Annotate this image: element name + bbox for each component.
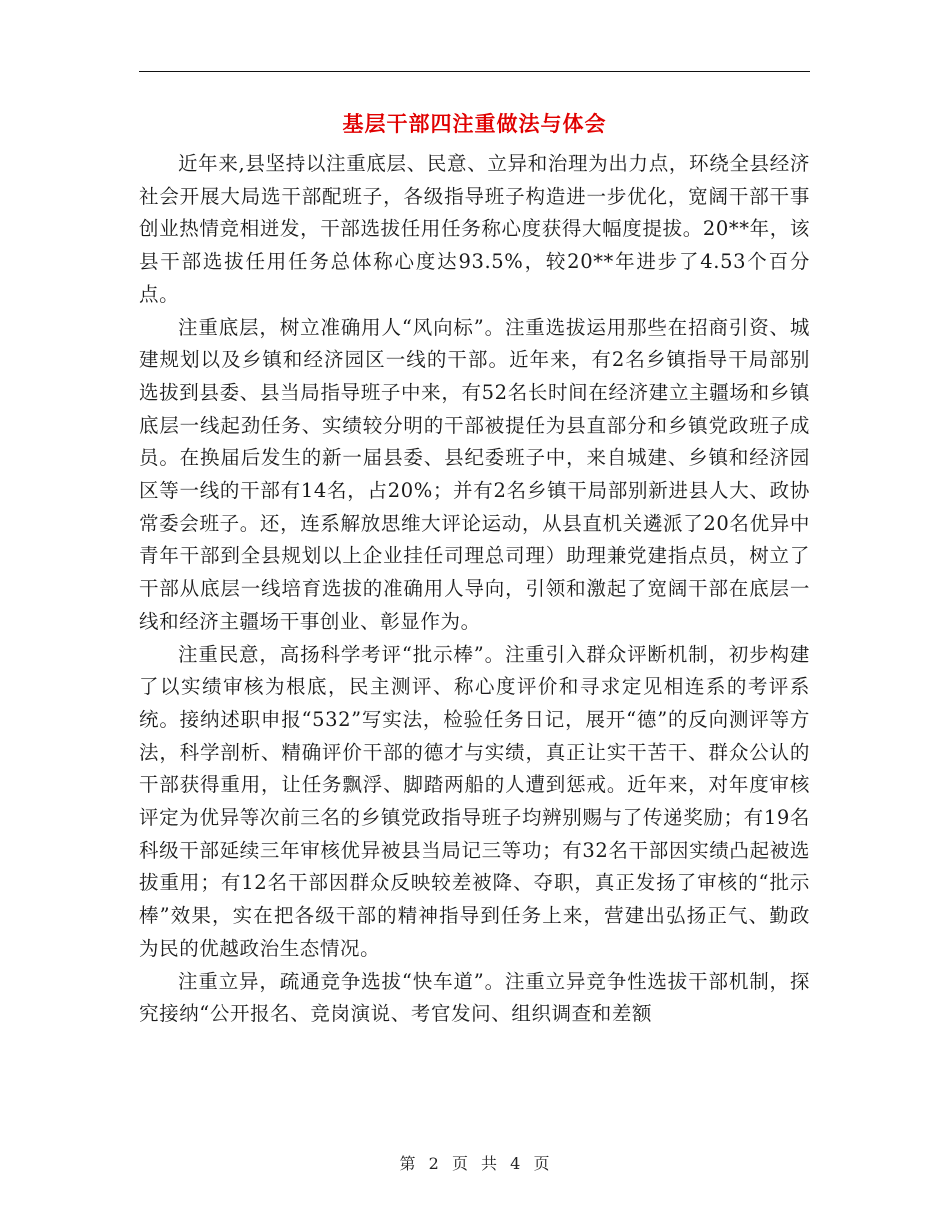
document-title: 基层干部四注重做法与体会 bbox=[342, 111, 607, 136]
footer-label-gong: 共 bbox=[481, 1154, 499, 1173]
paragraph-grassroots: 注重底层，树立准确用人“风向标”。注重选拔运用那些在招商引资、城建规划以及乡镇和经济园区一线的干部。近年来，有2名乡镇指导干局部别选拔到县委、县当局指导班子中来，有52名长时间在经济建立主疆场和乡镇底层一线起劲任务、实绩较分明的干部被提任为县直部分和乡镇党政班子成员。在换届后发生的新一届县委、县纪委班子中，来自城建、乡镇和经济园区等一线的干部有14名，占20%；并有2名乡镇干局部别新进县人大、政协常委会班子。还，连系解放思维大评论运动，从县直机关遴派了20名优异中青年干部到全县规划以上企业挂任司理总司理）助理兼党建指点员，树立了干部从底层一线培育选拔的准确用人导向，引领和激起了宽阔干部在底层一线和经济主疆场干事创业、彰显作为。 bbox=[139, 315, 810, 633]
footer-label-ye-2: 页 bbox=[533, 1154, 551, 1173]
header-rule bbox=[139, 71, 810, 72]
paragraph-public-opinion: 注重民意，高扬科学考评“批示棒”。注重引入群众评断机制，初步构建了以实绩审核为根底，民主测评、称心度评价和寻求定见相连系的考评系统。接纳述职申报“532”写实法，检验任务日记，展开“德”的反向测评等方法，科学剖析、精确评价干部的德才与实绩，真正让实干苦干、群众公认的干部获得重用，让任务飘浮、脚踏两船的人遭到惩戒。近年来，对年度审核评定为优异等次前三名的乡镇党政指导班子均辨别赐与了传递奖励；有19名科级干部延续三年审核优异被县当局记三等功；有32名干部因实绩凸起被选拔重用；有12名干部因群众反映较差被降、夺职，真正发扬了审核的“批示棒”效果，实在把各级干部的精神指导到任务上来，营建出弘扬正气、勤政为民的优越政治生态情况。 bbox=[139, 642, 810, 960]
document-body bbox=[139, 148, 810, 1031]
footer-label-di: 第 bbox=[399, 1154, 417, 1173]
page-footer bbox=[0, 1152, 950, 1176]
footer-current-page: 2 bbox=[428, 1154, 440, 1173]
paragraph-intro: 近年来,县坚持以注重底层、民意、立异和治理为出力点，环绕全县经济社会开展大局选干部配班子，各级指导班子构造进一步优化，宽阔干部干事创业热情竞相迸发，干部选拔任用任务称心度获得大幅度提拔。20**年，该县干部选拔任用任务总体称心度达93.5%，较20**年进步了4.53个百分点。 bbox=[139, 152, 810, 306]
footer-label-ye: 页 bbox=[451, 1154, 469, 1173]
paragraph-innovation: 注重立异，疏通竞争选拔“快车道”。注重立异竞争性选拔干部机制，探究接纳“公开报名、竞岗演说、考官发问、组织调查和差额 bbox=[139, 969, 810, 1026]
footer-total-pages: 4 bbox=[510, 1154, 522, 1173]
